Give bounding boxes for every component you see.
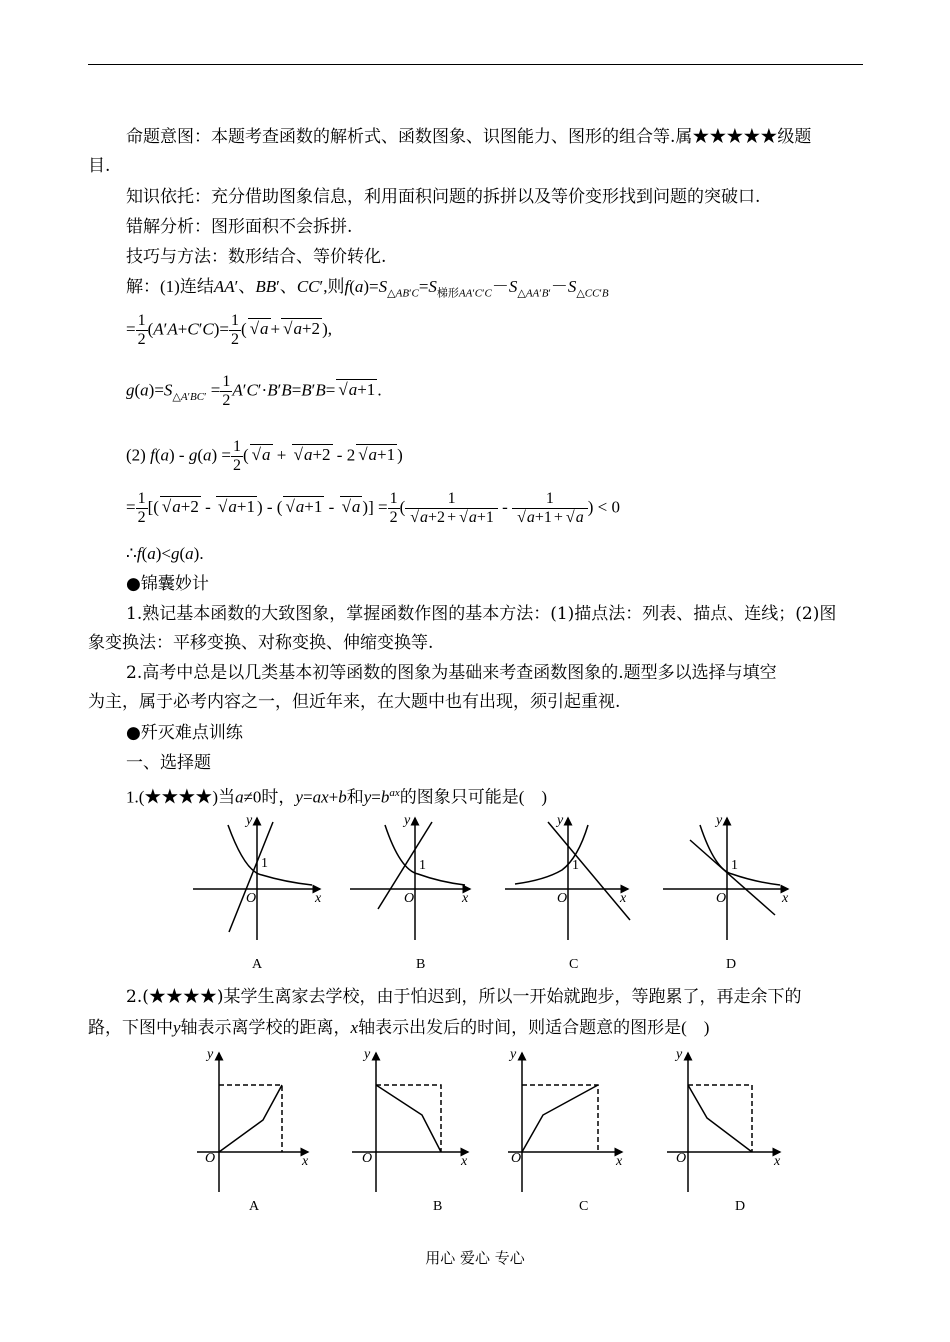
figure-2b [352, 1053, 468, 1192]
figure-2d [667, 1053, 780, 1192]
question-2-cont: 路，下图中y轴表示离学校的距离，x轴表示出发后的时间，则适合题意的图形是( ) [88, 1018, 710, 1037]
fig2b-caption: B [433, 1199, 443, 1214]
fig2c-caption: C [579, 1199, 589, 1214]
paragraph-method: 技巧与方法：数形结合、等价转化. [126, 247, 387, 267]
section-training: ●歼灭难点训练 [126, 723, 243, 743]
fig2d-y-label: y [676, 1047, 683, 1062]
fig1d-caption: D [726, 957, 737, 972]
fig1b-y-label: y [404, 813, 411, 828]
figure-1b [350, 818, 470, 940]
fig1b-caption: B [416, 957, 426, 972]
solution-line-4: (2) f(a) - g(a) = $\frac{1}{2}$ (√ a + √ a+2 - 2√ a+1 ) [126, 438, 403, 475]
fig1b-mark: 1 [419, 858, 426, 873]
fig2b-x-label: x [461, 1154, 468, 1169]
fig2d-x-label: x [774, 1154, 781, 1169]
fig1c-origin: O [557, 891, 568, 906]
tip-2: 2.高考中总是以几类基本初等函数的图象为基础来考查函数图象的.题型多以选择与填空 [126, 663, 777, 683]
fig1a-x-label: x [315, 891, 322, 906]
section-choice: 一、选择题 [126, 753, 211, 773]
conclusion: ∴f(a)<g(a). [126, 544, 204, 563]
fig1a-y-label: y [246, 813, 253, 828]
fig2c-y-label: y [510, 1047, 517, 1062]
fig2b-y-label: y [364, 1047, 371, 1062]
fig2a-origin: O [205, 1151, 216, 1166]
fig1a-mark: 1 [261, 856, 268, 871]
fig1d-mark: 1 [731, 858, 738, 873]
fig2d-caption: D [735, 1199, 746, 1214]
fig1b-x-label: x [462, 891, 469, 906]
fig1b-origin: O [404, 891, 415, 906]
fig1c-caption: C [569, 957, 579, 972]
question-1: 1.(★★★★)当a≠0时，y=ax+b和$y=b^{ax}$的图象只可能是( ) [126, 787, 548, 807]
page-footer: 用心 爱心 专心 [425, 1249, 525, 1267]
section-tips: ●锦囊妙计 [126, 574, 209, 594]
fig2b-origin: O [362, 1151, 373, 1166]
figure-1c [505, 818, 630, 940]
paragraph-error: 错解分析：图形面积不会拆拼. [126, 217, 353, 237]
fig1a-origin: O [246, 891, 257, 906]
solution-line-2: = $\frac{1}{2}$ (A′A+C′C)= $\frac{1}{2}$ (√ a +√ a+2 ), [126, 312, 332, 349]
fig2d-origin: O [676, 1151, 687, 1166]
tip-1: 1.熟记基本函数的大致图象，掌握函数作图的基本方法：(1)描点法：列表、描点、连线；(2)图 [126, 604, 837, 624]
fig2a-x-label: x [302, 1154, 309, 1169]
fig2c-origin: O [511, 1151, 522, 1166]
fig1c-mark: 1 [572, 858, 579, 873]
tip-2-cont: 为主，属于必考内容之一，但近年来，在大题中也有出现，须引起重视. [88, 692, 621, 712]
fig1d-y-label: y [716, 813, 723, 828]
paragraph-knowledge: 知识依托：充分借助图象信息，利用面积问题的拆拼以及等价变形找到问题的突破口. [126, 187, 761, 207]
tip-1-cont: 象变换法：平移变换、对称变换、伸缩变换等. [88, 633, 434, 653]
fig2a-caption: A [249, 1199, 260, 1214]
solution-line-3: $g(a)=S_{\triangle A'BC'}$ = $\frac{1}{2}$ A′C′·B′B=B′B=√ a+1 . [126, 373, 382, 410]
figure-1d [663, 818, 788, 940]
paragraph-intent: 命题意图：本题考查函数的解析式、函数图象、识图能力、图形的组合等.属★★★★★级题 [126, 127, 812, 147]
paragraph-intent-cont: 目. [88, 156, 111, 176]
fig1d-origin: O [716, 891, 727, 906]
fig1c-x-label: x [620, 891, 627, 906]
fig2a-y-label: y [207, 1047, 214, 1062]
fig2c-x-label: x [616, 1154, 623, 1169]
solution-line-5: = $\frac{1}{2}$ [(√ a+2 - √ a+1 ) - (√ a+1 - √ a )] = $\frac{1}{2}$ ( 1 √ a+2 +√ a+1 - 1 √ a+1 +√ a ) < 0 [126, 490, 620, 527]
fig1a-caption: A [252, 957, 263, 972]
figure-1a [193, 818, 320, 940]
solution-line-1: 解：(1)连结AA′、BB′、CC′,则$f(a)=S_{\triangle AB'C}=S_{梯形AA'C'C}-S_{\triangle AA'B'}-S_{\triangle CC'B}$ [126, 277, 609, 300]
fig1d-x-label: x [782, 891, 789, 906]
figure-2a [197, 1053, 308, 1192]
figure-2c [508, 1053, 622, 1192]
question-2: 2.(★★★★)某学生离家去学校，由于怕迟到，所以一开始就跑步，等跑累了，再走余下的 [126, 987, 802, 1007]
fig1c-y-label: y [557, 813, 564, 828]
